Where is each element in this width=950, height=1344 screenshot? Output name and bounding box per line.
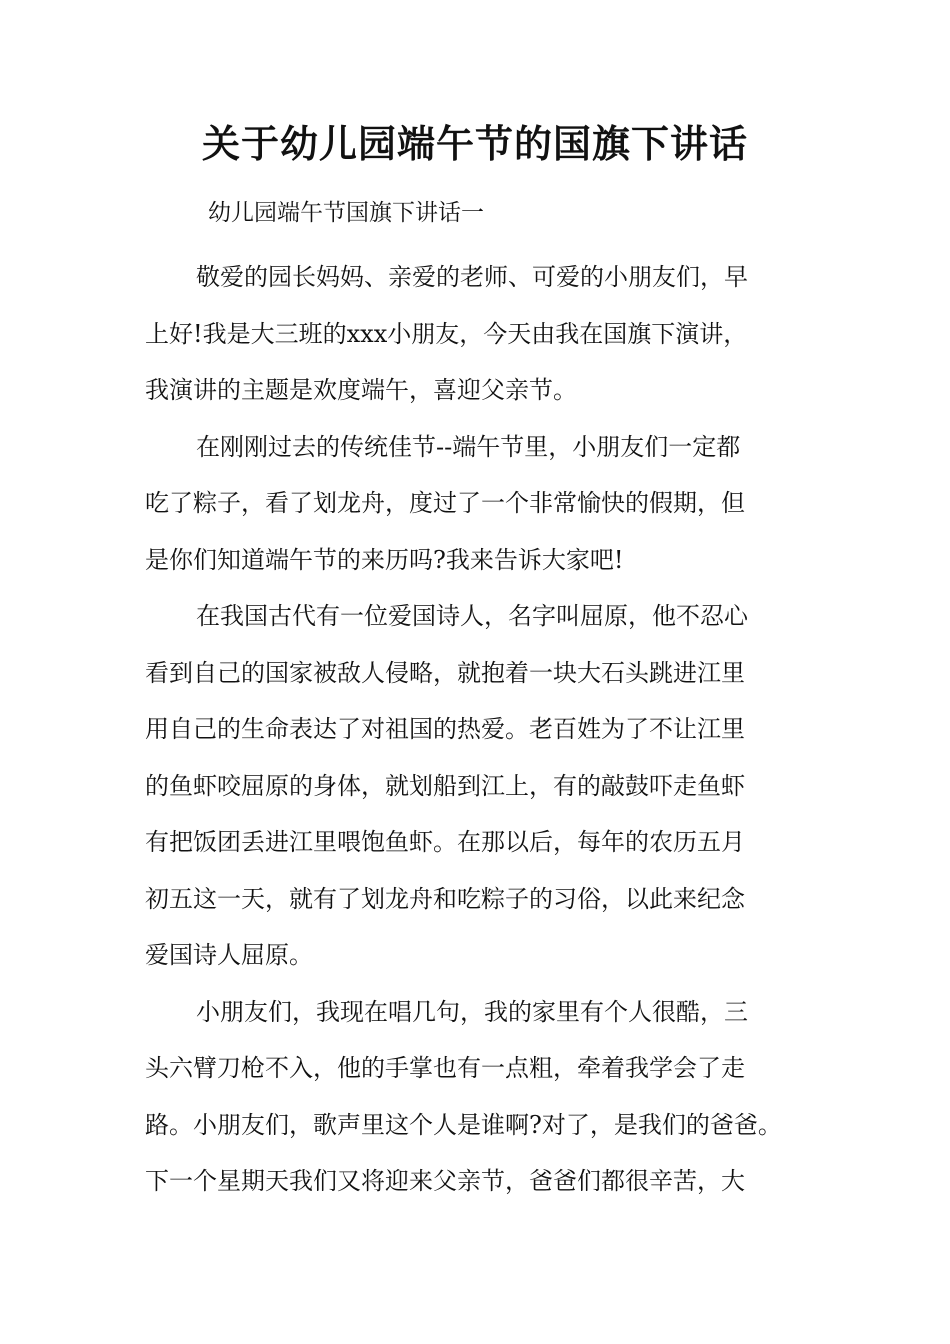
paragraph-line: 小朋友们，我现在唱几句，我的家里有个人很酷，三	[196, 997, 748, 1026]
paragraph-3	[145, 588, 835, 984]
document-body	[145, 249, 835, 1210]
paragraph-line: 敬爱的园长妈妈、亲爱的老师、可爱的小朋友们，早	[196, 263, 748, 291]
document-title: 关于幼儿园端午节的国旗下讲话	[201, 122, 748, 166]
paragraph-line: 初五这一天，就有了划龙舟和吃粽子的习俗，以此来纪念	[145, 884, 745, 913]
paragraph-line: 路。小朋友们，歌声里这个人是谁啊?对了，是我们的爸爸。	[145, 1110, 782, 1139]
paragraph-line: 在刚刚过去的传统佳节--端午节里，小朋友们一定都	[196, 432, 741, 461]
paragraph-line: 用自己的生命表达了对祖国的热爱。老百姓为了不让江里	[145, 715, 745, 743]
paragraph-2	[145, 419, 835, 589]
paragraph-line: 下一个星期天我们又将迎来父亲节，爸爸们都很辛苦，大	[145, 1167, 745, 1195]
paragraph-line: 头六臂刀枪不入，他的手掌也有一点粗，牵着我学会了走	[145, 1054, 745, 1082]
paragraph-line: 有把饭团丢进江里喂饱鱼虾。在那以后，每年的农历五月	[145, 828, 745, 856]
paragraph-line: 吃了粽子，看了划龙舟，度过了一个非常愉快的假期，但	[145, 489, 745, 517]
paragraph-line: 爱国诗人屈原。	[145, 941, 313, 969]
paragraph-line: 我演讲的主题是欢度端午，喜迎父亲节。	[145, 376, 577, 404]
paragraph-line: 看到自己的国家被敌人侵略，就抱着一块大石头跳进江里	[145, 658, 745, 687]
document-subtitle: 幼儿园端午节国旗下讲话一	[208, 200, 484, 226]
paragraph-line: 在我国古代有一位爱国诗人，名字叫屈原，他不忍心	[196, 602, 748, 630]
paragraph-line: 上好!我是大三班的xxx小朋友，今天由我在国旗下演讲，	[145, 319, 748, 348]
paragraph-4	[145, 984, 835, 1210]
paragraph-line: 的鱼虾咬屈原的身体，就划船到江上，有的敲鼓吓走鱼虾	[145, 771, 745, 800]
paragraph-line: 是你们知道端午节的来历吗?我来告诉大家吧!	[145, 545, 624, 574]
paragraph-1	[145, 249, 835, 419]
